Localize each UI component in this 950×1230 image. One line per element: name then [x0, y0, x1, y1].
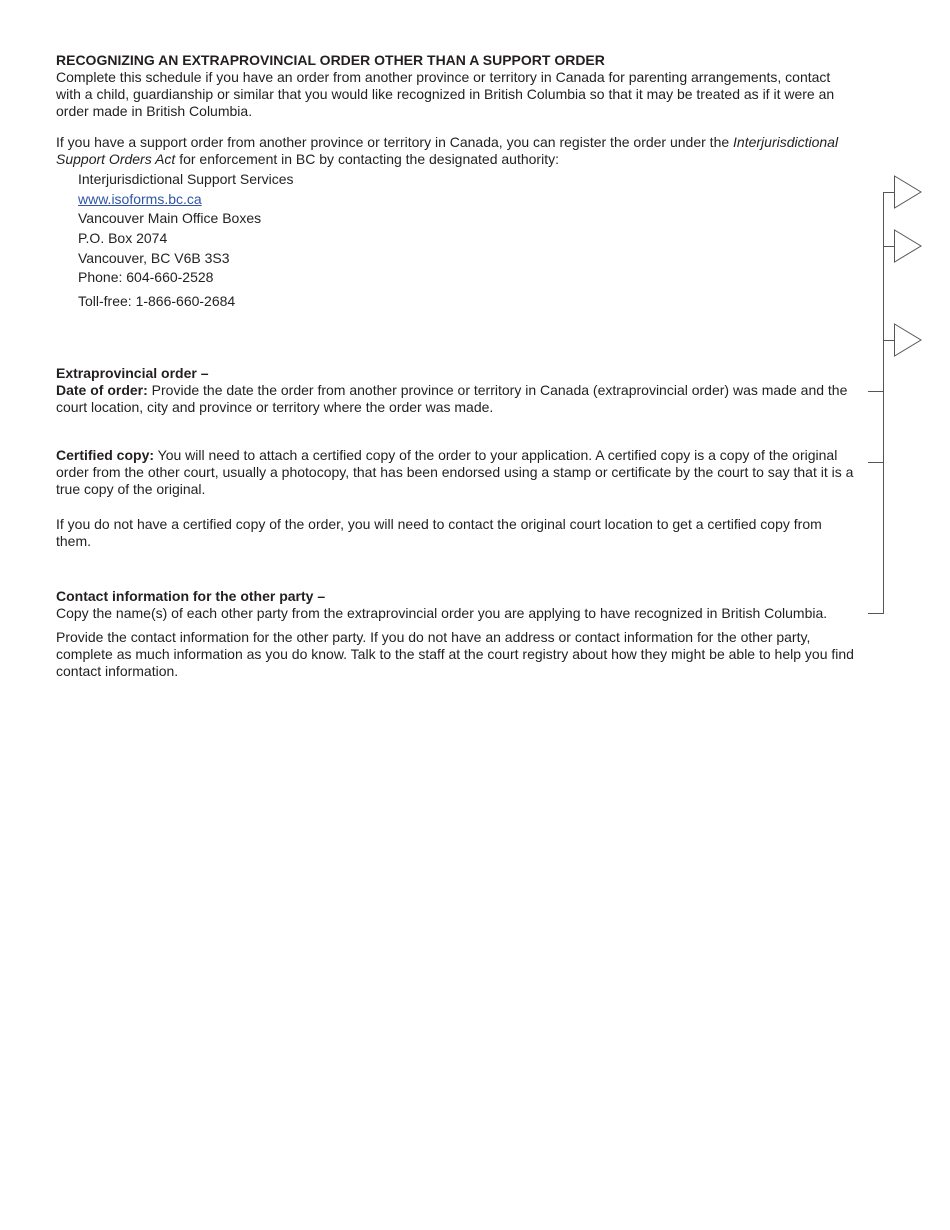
address-line: Vancouver Main Office Boxes	[78, 210, 262, 226]
phone: Phone: 604-660-2528	[78, 269, 214, 285]
extraprovincial-heading: Extraprovincial order –	[56, 365, 209, 381]
provide-contact-paragraph: Provide the contact information for the other party. If you do not have an address or contact information for the other party, complete as much information as you do know. Talk to the staff at the court registry about how they might be able to help you find contact information.	[56, 629, 854, 679]
isoforms-link[interactable]: www.isoforms.bc.ca	[78, 191, 202, 207]
arrow-marker-icon	[895, 324, 922, 356]
address-line: Vancouver, BC V6B 3S3	[78, 250, 230, 266]
toll-free: Toll-free: 1-866-660-2684	[78, 293, 236, 309]
page-title: RECOGNIZING AN EXTRAPROVINCIAL ORDER OTHER THAN A SUPPORT ORDER	[56, 52, 605, 68]
certified-copy-paragraph: Certified copy: You will need to attach a certified copy of the order to your application. A certified copy is a copy of the original order from the other court, usually a photocopy, that has been endorsed using a stamp or certificate by the court to say that it is a true copy of the original.	[56, 447, 854, 497]
intro-paragraph: Complete this schedule if you have an order from another province or territory in Canada for parenting arrangements, contact with a child, guardianship or similar that you would like recognized in British Columbia so that it may be treated as if it were an order made in British Columbia.	[56, 69, 835, 119]
contact-heading: Contact information for the other party –	[56, 588, 326, 604]
address-name: Interjurisdictional Support Services	[78, 171, 294, 187]
date-of-order-paragraph: Date of order: Provide the date the order from another province or territory in Canada (extraprovincial order) was made and the court location, city and province or territory where the order was made.	[56, 382, 848, 415]
arrow-marker-icon	[895, 230, 922, 262]
copy-names-paragraph: Copy the name(s) of each other party from the extraprovincial order you are applying to have recognized in British Columbia.	[56, 605, 828, 621]
no-certified-copy-paragraph: If you do not have a certified copy of the order, you will need to contact the original court location to get a certified copy from them.	[56, 516, 822, 549]
support-paragraph: If you have a support order from another province or territory in Canada, you can register the order under the Interjurisdictional Support Orders Act for enforcement in BC by contacting the designated authority:	[56, 134, 839, 167]
address-line: P.O. Box 2074	[78, 230, 168, 246]
bracket-line	[868, 192, 884, 614]
arrow-marker-icon	[895, 176, 922, 208]
